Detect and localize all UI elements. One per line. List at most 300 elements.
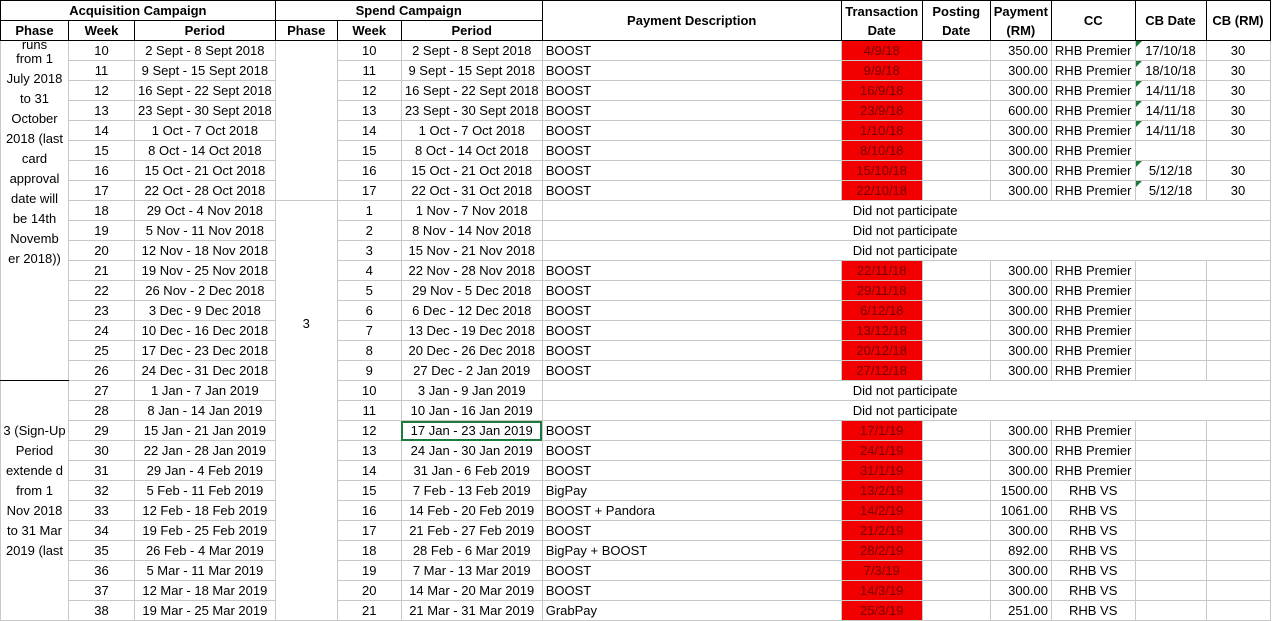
spend-period-cell[interactable]: 21 Mar - 31 Mar 2019 xyxy=(401,601,542,621)
acq-week-cell[interactable]: 13 xyxy=(69,101,135,121)
spend-week-cell[interactable]: 10 xyxy=(337,41,401,61)
spend-period-cell[interactable]: 21 Feb - 27 Feb 2019 xyxy=(401,521,542,541)
cb-date-cell[interactable]: 18/10/18 xyxy=(1135,61,1206,81)
spend-period-cell[interactable]: 20 Dec - 26 Dec 2018 xyxy=(401,341,542,361)
posting-date-cell[interactable] xyxy=(922,261,990,281)
cb-rm-cell[interactable] xyxy=(1206,361,1270,381)
cc-cell[interactable]: RHB Premier xyxy=(1051,421,1135,441)
acq-week-cell[interactable]: 30 xyxy=(69,441,135,461)
payment-amount-cell[interactable]: 600.00 xyxy=(990,101,1051,121)
spend-week-cell[interactable]: 15 xyxy=(337,141,401,161)
cc-cell[interactable]: RHB Premier xyxy=(1051,81,1135,101)
posting-date-cell[interactable] xyxy=(922,441,990,461)
spend-period-cell[interactable]: 24 Jan - 30 Jan 2019 xyxy=(401,441,542,461)
acq-period-cell[interactable]: 5 Feb - 11 Feb 2019 xyxy=(135,481,276,501)
posting-date-cell[interactable] xyxy=(922,181,990,201)
cb-date-cell[interactable] xyxy=(1135,541,1206,561)
cc-cell[interactable]: RHB Premier xyxy=(1051,321,1135,341)
cc-cell[interactable]: RHB Premier xyxy=(1051,461,1135,481)
payment-amount-cell[interactable]: 300.00 xyxy=(990,561,1051,581)
spend-week-cell[interactable]: 14 xyxy=(337,461,401,481)
acq-phase-note-1[interactable] xyxy=(1,41,69,381)
cc-cell[interactable]: RHB Premier xyxy=(1051,141,1135,161)
payment-description-cell[interactable]: BOOST xyxy=(542,581,841,601)
cc-cell[interactable]: RHB VS xyxy=(1051,501,1135,521)
cc-cell[interactable]: RHB Premier xyxy=(1051,121,1135,141)
acq-period-cell[interactable]: 26 Feb - 4 Mar 2019 xyxy=(135,541,276,561)
payment-amount-cell[interactable]: 300.00 xyxy=(990,301,1051,321)
cb-date-cell[interactable] xyxy=(1135,481,1206,501)
cb-rm-cell[interactable] xyxy=(1206,261,1270,281)
transaction-date-cell[interactable]: 4/9/18 xyxy=(841,41,922,61)
spend-week-cell[interactable]: 2 xyxy=(337,221,401,241)
payment-description-cell[interactable]: BOOST xyxy=(542,421,841,441)
acq-period-cell[interactable]: 19 Mar - 25 Mar 2019 xyxy=(135,601,276,621)
cc-cell[interactable]: RHB Premier xyxy=(1051,101,1135,121)
spend-period-cell[interactable]: 1 Nov - 7 Nov 2018 xyxy=(401,201,542,221)
transaction-date-cell[interactable]: 27/12/18 xyxy=(841,361,922,381)
payment-amount-cell[interactable]: 300.00 xyxy=(990,341,1051,361)
cc-cell[interactable]: RHB Premier xyxy=(1051,41,1135,61)
payment-description-cell[interactable]: BOOST xyxy=(542,361,841,381)
spend-period-cell[interactable]: 29 Nov - 5 Dec 2018 xyxy=(401,281,542,301)
spend-week-cell[interactable]: 10 xyxy=(337,381,401,401)
spend-phase-cell-1[interactable] xyxy=(275,41,337,201)
spend-week-cell[interactable]: 11 xyxy=(337,401,401,421)
payment-description-cell[interactable]: BOOST + Pandora xyxy=(542,501,841,521)
cc-cell[interactable]: RHB Premier xyxy=(1051,181,1135,201)
cb-rm-cell[interactable] xyxy=(1206,541,1270,561)
acq-week-cell[interactable]: 32 xyxy=(69,481,135,501)
acq-phase-note-2[interactable] xyxy=(1,381,69,621)
spend-week-cell[interactable]: 5 xyxy=(337,281,401,301)
acq-week-cell[interactable]: 18 xyxy=(69,201,135,221)
acq-period-header[interactable]: Period xyxy=(135,21,276,41)
cb-rm-cell[interactable] xyxy=(1206,301,1270,321)
posting-date-cell[interactable] xyxy=(922,361,990,381)
acq-week-cell[interactable]: 11 xyxy=(69,61,135,81)
posting-date-cell[interactable] xyxy=(922,501,990,521)
spend-period-cell[interactable]: 6 Dec - 12 Dec 2018 xyxy=(401,301,542,321)
cc-cell[interactable]: RHB Premier xyxy=(1051,441,1135,461)
acq-period-cell[interactable]: 22 Oct - 28 Oct 2018 xyxy=(135,181,276,201)
transaction-date-cell[interactable]: 23/9/18 xyxy=(841,101,922,121)
spend-week-cell[interactable]: 6 xyxy=(337,301,401,321)
transaction-date-cell[interactable]: 24/1/19 xyxy=(841,441,922,461)
cb-date-header[interactable]: CB Date xyxy=(1135,1,1206,41)
spend-period-cell[interactable]: 10 Jan - 16 Jan 2019 xyxy=(401,401,542,421)
acq-week-cell[interactable]: 33 xyxy=(69,501,135,521)
payment-amount-cell[interactable]: 300.00 xyxy=(990,141,1051,161)
acq-period-cell[interactable]: 19 Feb - 25 Feb 2019 xyxy=(135,521,276,541)
acq-phase-header[interactable]: Phase xyxy=(1,21,69,41)
acq-week-cell[interactable]: 25 xyxy=(69,341,135,361)
spend-week-cell[interactable]: 9 xyxy=(337,361,401,381)
payment-amount-cell[interactable]: 251.00 xyxy=(990,601,1051,621)
payment-amount-cell[interactable]: 300.00 xyxy=(990,61,1051,81)
payment-description-cell[interactable]: BOOST xyxy=(542,161,841,181)
cb-rm-cell[interactable]: 30 xyxy=(1206,81,1270,101)
cc-cell[interactable]: RHB Premier xyxy=(1051,281,1135,301)
payment-amount-cell[interactable]: 300.00 xyxy=(990,81,1051,101)
cb-rm-cell[interactable] xyxy=(1206,521,1270,541)
acq-week-cell[interactable]: 24 xyxy=(69,321,135,341)
spend-phase-cell-3[interactable]: 3 xyxy=(275,201,337,621)
payment-description-cell[interactable]: BOOST xyxy=(542,261,841,281)
payment-amount-cell[interactable]: 300.00 xyxy=(990,361,1051,381)
payment-description-cell[interactable]: BOOST xyxy=(542,461,841,481)
acq-week-cell[interactable]: 23 xyxy=(69,301,135,321)
payment-amount-cell[interactable]: 1500.00 xyxy=(990,481,1051,501)
cb-rm-cell[interactable]: 30 xyxy=(1206,101,1270,121)
posting-date-cell[interactable] xyxy=(922,461,990,481)
spend-week-cell[interactable]: 8 xyxy=(337,341,401,361)
cb-date-cell[interactable] xyxy=(1135,301,1206,321)
cb-date-cell[interactable] xyxy=(1135,361,1206,381)
transaction-date-cell[interactable]: 16/9/18 xyxy=(841,81,922,101)
payment-amount-cell[interactable]: 300.00 xyxy=(990,281,1051,301)
posting-date-cell[interactable] xyxy=(922,581,990,601)
transaction-date-cell[interactable]: 14/2/19 xyxy=(841,501,922,521)
cb-date-cell[interactable] xyxy=(1135,441,1206,461)
posting-date-cell[interactable] xyxy=(922,481,990,501)
spend-week-cell[interactable]: 19 xyxy=(337,561,401,581)
cb-rm-cell[interactable] xyxy=(1206,441,1270,461)
spend-week-cell[interactable]: 1 xyxy=(337,201,401,221)
cb-rm-cell[interactable] xyxy=(1206,481,1270,501)
cb-date-cell[interactable]: 17/10/18 xyxy=(1135,41,1206,61)
acq-week-cell[interactable]: 26 xyxy=(69,361,135,381)
cb-date-cell[interactable]: 14/11/18 xyxy=(1135,121,1206,141)
acq-week-header[interactable]: Week xyxy=(69,21,135,41)
acq-period-cell[interactable]: 5 Mar - 11 Mar 2019 xyxy=(135,561,276,581)
cb-rm-cell[interactable] xyxy=(1206,581,1270,601)
acq-week-cell[interactable]: 28 xyxy=(69,401,135,421)
payment-description-cell[interactable]: BOOST xyxy=(542,521,841,541)
cb-rm-cell[interactable]: 30 xyxy=(1206,121,1270,141)
cb-rm-cell[interactable] xyxy=(1206,601,1270,621)
posting-date-cell[interactable] xyxy=(922,61,990,81)
cb-date-cell[interactable]: 14/11/18 xyxy=(1135,81,1206,101)
cb-rm-cell[interactable]: 30 xyxy=(1206,41,1270,61)
acq-week-cell[interactable]: 14 xyxy=(69,121,135,141)
payment-description-cell[interactable]: BOOST xyxy=(542,321,841,341)
cb-rm-cell[interactable] xyxy=(1206,501,1270,521)
acq-week-cell[interactable]: 20 xyxy=(69,241,135,261)
cb-date-cell[interactable] xyxy=(1135,341,1206,361)
acq-period-cell[interactable]: 22 Jan - 28 Jan 2019 xyxy=(135,441,276,461)
spend-period-cell[interactable]: 16 Sept - 22 Sept 2018 xyxy=(401,81,542,101)
cb-date-cell[interactable] xyxy=(1135,581,1206,601)
spend-period-cell[interactable]: 14 Feb - 20 Feb 2019 xyxy=(401,501,542,521)
spend-week-cell[interactable]: 17 xyxy=(337,521,401,541)
acq-period-cell[interactable]: 1 Jan - 7 Jan 2019 xyxy=(135,381,276,401)
payment-amount-cell[interactable]: 892.00 xyxy=(990,541,1051,561)
cb-date-cell[interactable] xyxy=(1135,421,1206,441)
cc-cell[interactable]: RHB Premier xyxy=(1051,261,1135,281)
acq-week-cell[interactable]: 37 xyxy=(69,581,135,601)
spend-period-cell[interactable]: 22 Nov - 28 Nov 2018 xyxy=(401,261,542,281)
transaction-date-cell[interactable]: 14/3/19 xyxy=(841,581,922,601)
acq-period-cell[interactable]: 5 Nov - 11 Nov 2018 xyxy=(135,221,276,241)
transaction-date-cell[interactable]: 22/11/18 xyxy=(841,261,922,281)
cc-cell[interactable]: RHB VS xyxy=(1051,521,1135,541)
cb-date-cell[interactable] xyxy=(1135,461,1206,481)
did-not-participate-cell[interactable]: Did not participate xyxy=(542,401,1270,421)
acq-period-cell[interactable]: 12 Feb - 18 Feb 2019 xyxy=(135,501,276,521)
acq-period-cell[interactable]: 15 Jan - 21 Jan 2019 xyxy=(135,421,276,441)
acq-period-cell[interactable]: 23 Sept - 30 Sept 2018 xyxy=(135,101,276,121)
transaction-date-cell[interactable]: 17/1/19 xyxy=(841,421,922,441)
spend-period-cell[interactable]: 14 Mar - 20 Mar 2019 xyxy=(401,581,542,601)
acq-period-cell[interactable]: 15 Oct - 21 Oct 2018 xyxy=(135,161,276,181)
acq-period-cell[interactable]: 26 Nov - 2 Dec 2018 xyxy=(135,281,276,301)
payment-description-cell[interactable]: BOOST xyxy=(542,101,841,121)
cc-cell[interactable]: RHB Premier xyxy=(1051,361,1135,381)
cb-date-cell[interactable] xyxy=(1135,501,1206,521)
transaction-date-cell[interactable]: 29/11/18 xyxy=(841,281,922,301)
transaction-date-cell[interactable]: 22/10/18 xyxy=(841,181,922,201)
cb-rm-cell[interactable] xyxy=(1206,321,1270,341)
payment-description-cell[interactable]: BOOST xyxy=(542,281,841,301)
transaction-date-cell[interactable]: 15/10/18 xyxy=(841,161,922,181)
payment-amount-cell[interactable]: 300.00 xyxy=(990,421,1051,441)
acq-period-cell[interactable]: 12 Mar - 18 Mar 2019 xyxy=(135,581,276,601)
payment-amount-cell[interactable]: 300.00 xyxy=(990,121,1051,141)
payment-description-cell[interactable]: GrabPay xyxy=(542,601,841,621)
spend-week-cell[interactable]: 3 xyxy=(337,241,401,261)
acq-week-cell[interactable]: 16 xyxy=(69,161,135,181)
spend-week-cell[interactable]: 16 xyxy=(337,161,401,181)
payment-description-cell[interactable]: BOOST xyxy=(542,121,841,141)
spend-phase-header[interactable]: Phase xyxy=(275,21,337,41)
spend-period-cell[interactable]: 17 Jan - 23 Jan 2019 xyxy=(401,421,542,441)
spend-week-cell[interactable]: 11 xyxy=(337,61,401,81)
cb-rm-cell[interactable] xyxy=(1206,421,1270,441)
acq-period-cell[interactable]: 8 Oct - 14 Oct 2018 xyxy=(135,141,276,161)
did-not-participate-cell[interactable]: Did not participate xyxy=(542,241,1270,261)
spend-campaign-header[interactable]: Spend Campaign xyxy=(275,1,542,21)
posting-date-cell[interactable] xyxy=(922,421,990,441)
spend-week-cell[interactable]: 20 xyxy=(337,581,401,601)
cc-cell[interactable]: RHB VS xyxy=(1051,481,1135,501)
spend-period-cell[interactable]: 15 Oct - 21 Oct 2018 xyxy=(401,161,542,181)
acq-period-cell[interactable]: 9 Sept - 15 Sept 2018 xyxy=(135,61,276,81)
did-not-participate-cell[interactable]: Did not participate xyxy=(542,201,1270,221)
cb-date-cell[interactable] xyxy=(1135,521,1206,541)
payment-description-cell[interactable]: BOOST xyxy=(542,441,841,461)
payment-amount-cell[interactable]: 300.00 xyxy=(990,161,1051,181)
acq-period-cell[interactable]: 24 Dec - 31 Dec 2018 xyxy=(135,361,276,381)
posting-date-cell[interactable] xyxy=(922,521,990,541)
cb-date-cell[interactable] xyxy=(1135,281,1206,301)
cc-cell[interactable]: RHB VS xyxy=(1051,541,1135,561)
spend-week-cell[interactable]: 14 xyxy=(337,121,401,141)
transaction-date-cell[interactable]: 21/2/19 xyxy=(841,521,922,541)
payment-description-cell[interactable]: BOOST xyxy=(542,301,841,321)
payment-description-header[interactable]: Payment Description xyxy=(542,1,841,41)
spend-period-cell[interactable]: 27 Dec - 2 Jan 2019 xyxy=(401,361,542,381)
spend-period-cell[interactable]: 3 Jan - 9 Jan 2019 xyxy=(401,381,542,401)
acq-week-cell[interactable]: 12 xyxy=(69,81,135,101)
posting-date-cell[interactable] xyxy=(922,561,990,581)
cb-date-cell[interactable]: 14/11/18 xyxy=(1135,101,1206,121)
spend-period-cell[interactable]: 9 Sept - 15 Sept 2018 xyxy=(401,61,542,81)
payment-description-cell[interactable]: BOOST xyxy=(542,81,841,101)
acq-week-cell[interactable]: 38 xyxy=(69,601,135,621)
transaction-date-cell[interactable]: 25/3/19 xyxy=(841,601,922,621)
acq-week-cell[interactable]: 27 xyxy=(69,381,135,401)
acq-week-cell[interactable]: 17 xyxy=(69,181,135,201)
spend-week-cell[interactable]: 12 xyxy=(337,81,401,101)
acq-period-cell[interactable]: 16 Sept - 22 Sept 2018 xyxy=(135,81,276,101)
did-not-participate-cell[interactable]: Did not participate xyxy=(542,381,1270,401)
cb-date-cell[interactable] xyxy=(1135,601,1206,621)
posting-date-cell[interactable] xyxy=(922,541,990,561)
cc-cell[interactable]: RHB Premier xyxy=(1051,161,1135,181)
posting-date-cell[interactable] xyxy=(922,81,990,101)
transaction-date-cell[interactable]: 7/3/19 xyxy=(841,561,922,581)
payment-description-cell[interactable]: BOOST xyxy=(542,41,841,61)
cb-rm-cell[interactable] xyxy=(1206,141,1270,161)
acq-period-cell[interactable]: 2 Sept - 8 Sept 2018 xyxy=(135,41,276,61)
spend-week-cell[interactable]: 12 xyxy=(337,421,401,441)
transaction-date-cell[interactable]: 13/2/19 xyxy=(841,481,922,501)
payment-rm-header[interactable] xyxy=(990,1,1051,41)
spend-week-cell[interactable]: 4 xyxy=(337,261,401,281)
cb-rm-cell[interactable]: 30 xyxy=(1206,161,1270,181)
payment-amount-cell[interactable]: 300.00 xyxy=(990,261,1051,281)
acq-week-cell[interactable]: 36 xyxy=(69,561,135,581)
acquisition-campaign-header[interactable]: Acquisition Campaign xyxy=(1,1,276,21)
spend-period-cell[interactable]: 28 Feb - 6 Mar 2019 xyxy=(401,541,542,561)
spend-period-cell[interactable]: 15 Nov - 21 Nov 2018 xyxy=(401,241,542,261)
posting-date-cell[interactable] xyxy=(922,601,990,621)
cb-rm-cell[interactable] xyxy=(1206,561,1270,581)
acq-period-cell[interactable]: 3 Dec - 9 Dec 2018 xyxy=(135,301,276,321)
acq-period-cell[interactable]: 10 Dec - 16 Dec 2018 xyxy=(135,321,276,341)
acq-period-cell[interactable]: 19 Nov - 25 Nov 2018 xyxy=(135,261,276,281)
spend-week-cell[interactable]: 13 xyxy=(337,441,401,461)
cc-cell[interactable]: RHB Premier xyxy=(1051,301,1135,321)
acq-period-cell[interactable]: 1 Oct - 7 Oct 2018 xyxy=(135,121,276,141)
spend-week-cell[interactable]: 17 xyxy=(337,181,401,201)
posting-date-cell[interactable] xyxy=(922,141,990,161)
posting-date-cell[interactable] xyxy=(922,281,990,301)
spend-period-cell[interactable]: 23 Sept - 30 Sept 2018 xyxy=(401,101,542,121)
transaction-date-cell[interactable]: 9/9/18 xyxy=(841,61,922,81)
transaction-date-header[interactable] xyxy=(841,1,922,41)
posting-date-cell[interactable] xyxy=(922,301,990,321)
acq-period-cell[interactable]: 17 Dec - 23 Dec 2018 xyxy=(135,341,276,361)
acq-week-cell[interactable]: 35 xyxy=(69,541,135,561)
transaction-date-cell[interactable]: 8/10/18 xyxy=(841,141,922,161)
transaction-date-cell[interactable]: 1/10/18 xyxy=(841,121,922,141)
acq-week-cell[interactable]: 10 xyxy=(69,41,135,61)
spend-period-header[interactable]: Period xyxy=(401,21,542,41)
payment-amount-cell[interactable]: 300.00 xyxy=(990,181,1051,201)
payment-amount-cell[interactable]: 300.00 xyxy=(990,461,1051,481)
spend-week-cell[interactable]: 13 xyxy=(337,101,401,121)
spend-week-cell[interactable]: 16 xyxy=(337,501,401,521)
transaction-date-cell[interactable]: 20/12/18 xyxy=(841,341,922,361)
cb-rm-header[interactable]: CB (RM) xyxy=(1206,1,1270,41)
cb-date-cell[interactable] xyxy=(1135,561,1206,581)
payment-description-cell[interactable]: BigPay + BOOST xyxy=(542,541,841,561)
cb-rm-cell[interactable]: 30 xyxy=(1206,181,1270,201)
spend-period-cell[interactable]: 7 Mar - 13 Mar 2019 xyxy=(401,561,542,581)
spend-period-cell[interactable]: 22 Oct - 31 Oct 2018 xyxy=(401,181,542,201)
spend-period-cell[interactable]: 8 Oct - 14 Oct 2018 xyxy=(401,141,542,161)
acq-week-cell[interactable]: 21 xyxy=(69,261,135,281)
posting-date-header[interactable] xyxy=(922,1,990,41)
spend-week-cell[interactable]: 15 xyxy=(337,481,401,501)
cb-date-cell[interactable] xyxy=(1135,141,1206,161)
cc-cell[interactable]: RHB Premier xyxy=(1051,61,1135,81)
spend-period-cell[interactable]: 31 Jan - 6 Feb 2019 xyxy=(401,461,542,481)
cb-rm-cell[interactable]: 30 xyxy=(1206,61,1270,81)
spend-week-cell[interactable]: 18 xyxy=(337,541,401,561)
payment-amount-cell[interactable]: 300.00 xyxy=(990,441,1051,461)
cc-cell[interactable]: RHB Premier xyxy=(1051,341,1135,361)
acq-week-cell[interactable]: 19 xyxy=(69,221,135,241)
spend-period-cell[interactable]: 13 Dec - 19 Dec 2018 xyxy=(401,321,542,341)
spend-period-cell[interactable]: 7 Feb - 13 Feb 2019 xyxy=(401,481,542,501)
cb-date-cell[interactable]: 5/12/18 xyxy=(1135,181,1206,201)
payment-amount-cell[interactable]: 300.00 xyxy=(990,521,1051,541)
acq-week-cell[interactable]: 15 xyxy=(69,141,135,161)
payment-amount-cell[interactable]: 1061.00 xyxy=(990,501,1051,521)
cb-rm-cell[interactable] xyxy=(1206,341,1270,361)
acq-week-cell[interactable]: 29 xyxy=(69,421,135,441)
payment-amount-cell[interactable]: 300.00 xyxy=(990,581,1051,601)
acq-week-cell[interactable]: 31 xyxy=(69,461,135,481)
spend-period-cell[interactable]: 2 Sept - 8 Sept 2018 xyxy=(401,41,542,61)
acq-period-cell[interactable]: 29 Jan - 4 Feb 2019 xyxy=(135,461,276,481)
payment-description-cell[interactable]: BOOST xyxy=(542,341,841,361)
posting-date-cell[interactable] xyxy=(922,341,990,361)
acq-week-cell[interactable]: 22 xyxy=(69,281,135,301)
did-not-participate-cell[interactable]: Did not participate xyxy=(542,221,1270,241)
posting-date-cell[interactable] xyxy=(922,161,990,181)
transaction-date-cell[interactable]: 6/12/18 xyxy=(841,301,922,321)
acq-period-cell[interactable]: 8 Jan - 14 Jan 2019 xyxy=(135,401,276,421)
cc-cell[interactable]: RHB VS xyxy=(1051,601,1135,621)
transaction-date-cell[interactable]: 13/12/18 xyxy=(841,321,922,341)
cc-cell[interactable]: RHB VS xyxy=(1051,561,1135,581)
cc-cell[interactable]: RHB VS xyxy=(1051,581,1135,601)
payment-description-cell[interactable]: BOOST xyxy=(542,141,841,161)
payment-description-cell[interactable]: BigPay xyxy=(542,481,841,501)
payment-description-cell[interactable]: BOOST xyxy=(542,61,841,81)
payment-description-cell[interactable]: BOOST xyxy=(542,181,841,201)
acq-week-cell[interactable]: 34 xyxy=(69,521,135,541)
posting-date-cell[interactable] xyxy=(922,121,990,141)
spend-week-cell[interactable]: 21 xyxy=(337,601,401,621)
payment-amount-cell[interactable]: 350.00 xyxy=(990,41,1051,61)
cb-rm-cell[interactable] xyxy=(1206,461,1270,481)
payment-description-cell[interactable]: BOOST xyxy=(542,561,841,581)
payment-amount-cell[interactable]: 300.00 xyxy=(990,321,1051,341)
acq-period-cell[interactable]: 12 Nov - 18 Nov 2018 xyxy=(135,241,276,261)
spend-period-cell[interactable]: 1 Oct - 7 Oct 2018 xyxy=(401,121,542,141)
spend-period-cell[interactable]: 8 Nov - 14 Nov 2018 xyxy=(401,221,542,241)
spend-week-header[interactable]: Week xyxy=(337,21,401,41)
cc-header[interactable]: CC xyxy=(1051,1,1135,41)
acq-period-cell[interactable]: 29 Oct - 4 Nov 2018 xyxy=(135,201,276,221)
cb-rm-cell[interactable] xyxy=(1206,281,1270,301)
posting-date-cell[interactable] xyxy=(922,41,990,61)
